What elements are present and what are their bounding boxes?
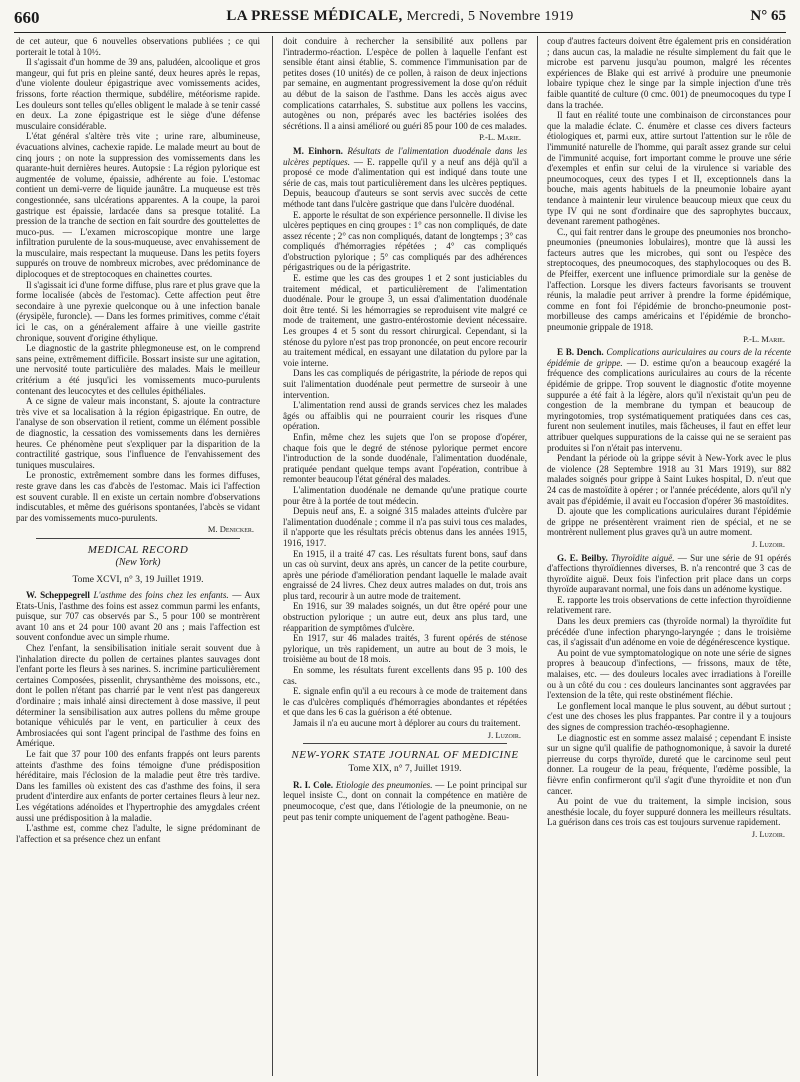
paragraph: Dans les deux premiers cas (thyroïde normal) la thyroïdite fut précédée d'une infection pharyngo-laryngée ; dans le troisième cas, il s'agissait d'un adénome en voie de dégénérescence kystique.: [547, 616, 791, 648]
paragraph: En 1916, sur 39 malades soignés, un dut être opéré pour une obstruction pylorique ; un autre eut, deux ans plus tard, une réapparition de symptômes d'ulcère.: [283, 601, 527, 633]
paragraph: L'alimentation duodénale ne demande qu'une pratique courte pour être à la portée de tout médecin.: [283, 484, 527, 506]
paragraph: Le gonflement local manque le plus souvent, au début surtout ; c'est une des choses les plus frappantes. Par contre il y a toujours des signes de compression trachéo-œsophagienne.: [547, 700, 791, 732]
paragraph: Au point de vue symptomatologique on note une série de signes propres à beaucoup d'infections, — frissons, maux de tête, malaises, etc. — des douleurs locales avec irradiations à l'oreille ou à un côté du cou : ces douleurs lancinantes sont aggravées par l'extension de la tête, qui reste obstinément fléchie.: [547, 647, 791, 701]
paragraph: Le fait que 37 pour 100 des enfants frappés ont leurs parents atteints d'asthme des foins témoigne d'une prédisposition héréditaire, mais l'éclosion de la maladie peut être très tardive. Dans les familles où existent des cas d'asthme des foins, il sera prudent d'interdire aux enfants de porter certaines fleurs à leur nez. Les végétations adénoïdes et l'hypertrophie des amygdales créent aussi une prédisposition à la maladie.: [16, 749, 260, 823]
paragraph: Enfin, même chez les sujets que l'on se propose d'opérer, chaque fois que le degré de sténose pylorique permet encore l'introduction de la sonde duodénale, l'alimentation duodénale, pratiquée pendant quelque temps avant l'opération, contribue à remonter beaucoup l'état général des malades.: [283, 431, 527, 485]
column-divider: [272, 36, 273, 1076]
paragraph: L'asthme est, comme chez l'adulte, le signe prédominant de l'affection et sa présence chez un enfant: [16, 823, 260, 844]
journal-name: LA PRESSE MÉDICALE,: [226, 8, 403, 24]
section-heading: MEDICAL RECORD: [87, 543, 189, 556]
signature: M. Denicker.: [207, 524, 254, 535]
article-title: Etiologie des pneumonies.: [335, 779, 433, 790]
paragraph: L'alimentation rend aussi de grands services chez les malades âgés ou affaiblis qui ne pourraient courir les risques d'une opération.: [283, 400, 527, 432]
article-author: R. I. Cole.: [293, 779, 334, 790]
paragraph: E. estime que les cas des groupes 1 et 2 sont justiciables du traitement médical, et particulièrement de l'alimentation duodénale. Pour le groupe 3, un essai d'alimentation duodénale doit être tenté. Si les hémorragies se reproduisent vite malgré ce mode de traitement, une gastro-entérostomie devient nécessaire. Les groupes 4 et 5 sont du ressort chirurgical. Cependant, si la sténose du pylore n'est pas trop prononcée, on peut encore recourir au traitement médical, en essayant une dilatation du pylore par la voie interne.: [283, 273, 527, 368]
paragraph: Depuis neuf ans, E. a soigné 315 malades atteints d'ulcère par l'alimentation duodénale ; comme il n'a pas suivi tous ces malades, il n'apporte que les résultats précis obtenus dans les années 1915, 1916, 1917.: [283, 506, 527, 548]
page-header: [14, 6, 786, 33]
paragraph: E. signale enfin qu'il a eu recours à ce mode de traitement dans le cas d'ulcères compliqués d'hémorragies abondantes et répétées et que dans les 6 cas la guérison a été obtenue.: [283, 686, 527, 718]
article-paragraph: [16, 590, 260, 643]
paragraph: Il s'agissait d'un homme de 39 ans, paludéen, alcoolique et gros mangeur, qui fut pris en pleine santé, deux heures après le repas, d'une violente douleur épigastrique avec vomissements acides, frissons, forte réaction thermique, subdélire, météorisme rapide. Les douleurs sont telles qu'elles obligent le malade à se tenir cassé en deux. La zone épigastrique est le siège d'une défense musculaire considérable.: [16, 57, 260, 131]
page-number: 660: [14, 8, 40, 27]
article-author: E B. Dench.: [557, 347, 604, 358]
paragraph: Il faut en réalité toute une combinaison de circonstances pour que la maladie éclate. C. énumère et classe ces divers facteurs étiologiques et, parmi eux, attire surtout l'attention sur le rôle de l'immunité naturelle de l'homme, qui paraît assez grande sur celui de l'immunité acquise, fort important comme le prouve une série d'exemples et enfin sur celui de la virulence si variable des pneumocoques, ceux des types I et II, exceptionnels dans la bouche, mais agents habituels de la pneumonie lobaire ayant tendance à maintenir leur virulence beaucoup mieux que ceux du type IV qui ne sont d'ordinaire que des saprophytes buccaux, devenant rarement pathogènes.: [547, 110, 791, 227]
paragraph: coup d'autres facteurs doivent être également pris en considération ; dans aucun cas, la maladie ne résulte simplement du fait que le microbe est parvenu jusqu'au poumon, malgré les récentes expériences de Blake qui est arrivé à produire une pneumonie lobaire typique chez le singe par la simple injection d'une très faible quantité de culture (0 cmc. 001) de pneumocoques du type I dans la trachée.: [547, 36, 791, 110]
paragraph: Le diagnostic est en somme assez malaisé ; cependant E insiste sur un signe qu'il qualifie de pathognomonique, à savoir la dureté pierreuse du corps thyroïde, dureté que le carcinome seul peut donner. La rougeur de la peau, fréquente, l'œdème possible, la fièvre enfin confirmeront qu'il s'agit d'une thyroïdite et non d'un cancer.: [547, 732, 791, 796]
article-author: G. E. Beilby.: [557, 552, 608, 563]
article-title: Résultats de l'alimentation duodénale dans les ulcères peptiques.: [283, 145, 527, 167]
paragraph: E. rapporte les trois observations de cette infection thyroïdienne relativement rare.: [547, 594, 791, 616]
article-text: — Le point principal sur lequel insiste C., dont on connait la compétence en matière de pneumocoque, c'est que, dans l'étiologie de la pneumonie, on ne peut pas tenir compte uniquement de l'agent pathogène. Beau-: [283, 779, 527, 822]
paragraph: L'état général s'altère très vite ; urine rare, albumineuse, évacuations alvines, cachexie rapide. Le malade meurt au bout de cinq jours ; on note la suppression des vomissements dans les quarante-huit dernières heures. Autopsie : La région pylorique est augmentée de volume, épaissie, adhérente au foie. L'estomac contient un demi-verre de liquide jaunâtre. La muqueuse est très congestionnée, sans ulcérations apparentes. A la coupe, la paroi gastrique est épaissie, lardacée dans sa presque totalité. La pression de la tranche de section en fait sourdre des gouttelettes de muco-pus. — L'examen microscopique montre une large infiltration purulente de la sous-muqueuse, avec envahissement de la musculaire, mais respectant la muqueuse. Dans les petits foyers suppurés on trouve de nombreux microbes, avec prédominance de diplocoques et de streptocoques en chainettes courtes.: [16, 131, 260, 280]
article-paragraph: [283, 780, 527, 822]
article-title: Complications auriculaires au cours de la récente épidémie de grippe.: [547, 347, 791, 368]
article-title: L'asthme des foins chez les enfants.: [93, 590, 229, 601]
column-2: [283, 36, 527, 1076]
article-text: — D. estime qu'on a beaucoup exagéré la fréquence des complications auriculaires au cours de la récente épidémie de grippe. Trop souvent le diagnostic d'otite moyenne suppurée a été fait à la légère, alors qu'il n'existait qu'un peu de congestion de la membrane du tympan et beaucoup de myringotomies, trop systématiquement pratiquées dans ces cas, furent non seulement inutiles, mais fâcheuses, il faut en effet leur attribuer quelques suppurations de la caisse qui ne se seraient pas produites si l'on n'était pas intervenu.: [547, 357, 791, 453]
signature: P.-L. Marie.: [743, 333, 785, 344]
paragraph: E. apporte le résultat de son expérience personnelle. Il divise les ulcères peptiques en cinq groupes : 1° cas non compliqués, de date assez récente ; 2° cas non compliqués, datant de longtemps ; 3° cas compliqués d'hémorragies répétées ; 4° cas compliqués d'obstruction pylorique ; 5° cas compliqués par des adhérences périgastriques ou de la périgastrite.: [283, 209, 527, 273]
issue-date: Mercredi, 5 Novembre 1919: [406, 9, 574, 24]
issue-number: N° 65: [750, 8, 786, 24]
article-paragraph: [547, 553, 791, 595]
column-divider: [537, 36, 538, 1076]
paragraph: En somme, les résultats furent excellents dans 95 p. 100 des cas.: [283, 665, 527, 686]
article-title: Thyroïdite aiguë.: [611, 552, 675, 563]
volume-line: Tome XCVI, n° 3, 19 Juillet 1919.: [72, 574, 204, 585]
running-title: [14, 8, 786, 25]
paragraph: Au point de vue du traitement, la simple incision, sous anesthésie locale, du foyer suppuré donnera les meilleurs résultats. La guérison dans ces trois cas est toujours survenue rapidement.: [547, 796, 791, 828]
paragraph: Chez l'enfant, la sensibilisation initiale serait souvent due à l'inhalation directe du pollen de certaines plantes sauvages dont l'enfant porte les fleurs à ses narines. S. incrimine particulièrement certaines Composées, pissenlit, chrysanthème des moissons, etc., dont le pollen n'étant pas charrié par le vent n'est pas dangereux d'ordinaire ; mais inhalé ainsi directement à dose massive, il peut déterminer la sensibilisation aux autres pollens du même groupe botanique véhiculés par le vent, en particulier à ceux des Ambrosiacées qui sont l'agent principal de l'asthme des foins en Amérique.: [16, 643, 260, 749]
paragraph: Le pronostic, extrêmement sombre dans les formes diffuses, reste grave dans les cas d'abcès de l'estomac. Mais ici l'affection est souvent curable. Il en existe un certain nombre d'observations indiscutables, et même des guérisons spontanées, l'abcès se vidant par des vomissements muco-purulents.: [16, 470, 260, 523]
column-1: [16, 36, 260, 1076]
article-author: M. Einhorn.: [293, 145, 343, 156]
section-rule: [36, 538, 240, 539]
article-text: — Aux Etats-Unis, l'asthme des foins est assez commun parmi les enfants, puisque, sur 707 cas observés par S., 5 pour 100 se montrèrent avant 10 ans et 24 pour 100 avant 20 ans ; mais l'affection est souvent confondue avec un simple rhume.: [16, 590, 260, 643]
paragraph: Jamais il n'a eu aucune mort à déplorer au cours du traitement.: [293, 718, 521, 728]
section-heading: NEW-YORK STATE JOURNAL OF MEDICINE: [291, 749, 519, 762]
paragraph: Le diagnostic de la gastrite phlegmoneuse est, on le comprend sans peine, extrêmement difficile. Bossart insiste sur une agitation, une nervosité toute particulière des malades. Mais le meilleur critérium a été jusqu'ici les vomissements muco-purulents contenant des leucocytes et des cellules épithéliales.: [16, 343, 260, 396]
paragraph: En 1917, sur 46 malades traités, 3 furent opérés de sténose pylorique, un très rapidement, un autre au bout de 3 mois, le troisième au bout de 18 mois.: [283, 633, 527, 665]
paragraph: D. ajoute que les complications auriculaires durant l'épidémie de grippe ne présentèrent vraiment rien de spécial, et ne se montrèrent nullement plus graves qu'à un autre moment.: [547, 506, 791, 538]
paragraph: de cet auteur, que 6 nouvelles observations publiées ; ce qui porterait le total à 10½.: [16, 36, 260, 57]
paragraph: doit conduire à rechercher la sensibilité aux pollens par l'intradermo-réaction. L'espèce de pollen à laquelle l'enfant est sensible étant ainsi établie, S. commence l'immunisation par de petites doses (10 unités) de ce pollen, à raison de deux injections par semaine, en augmentant progressivement la dose qu'on réduit au début de la saison de l'asthme. Dans les accès aigus avec complications catarrhales, S. substitue aux pollens les vaccins, autogènes ou non, préparés avec les bactéries isolées des sécrétions. Il a ainsi amélioré ou guéri 85 pour 100 de ces malades.: [283, 36, 527, 131]
signature: J. Luzoir.: [487, 729, 521, 740]
paragraph: Pendant la période où la grippe sévit à New-York avec le plus de violence (28 Septembre 1918 au 31 Mars 1919), sur 882 malades soignés pour grippe à Saint Lukes hospital, D. n'eut que 24 cas de mastoïdite à opérer ; or l'année précédente, alors qu'il n'y avait pas d'épidémie, il avait eu l'occasion d'opérer 36 mastoïdites.: [547, 453, 791, 506]
signature: J. Luzoir.: [751, 828, 785, 839]
paragraph: En 1915, il a traité 47 cas. Les résultats furent bons, sauf dans un cas où survint, deux ans après, un cancer de la petite courbure, après une période d'amélioration pendant laquelle le malade avait engraissé de 24 livres. Chez deux autres malades on dut, trois ans plus tard, recourir à un autre mode de traitement.: [283, 548, 527, 601]
column-3: [547, 36, 791, 1076]
paragraph: Il s'agissait ici d'une forme diffuse, plus rare et plus grave que la forme localisée (abcès de l'estomac). Cette affection peut être secondaire à une pyrexie quelconque ou à une infection banale (érysipèle, furoncle). — Dans les formes primitives, comme c'était ici le cas, on a généralement affaire à une vieille gastrite chronique, souvent d'origine éthylique.: [16, 279, 260, 343]
volume-line: Tome XIX, n° 7, Juillet 1919.: [348, 764, 462, 775]
article-paragraph: [547, 347, 791, 453]
section-city: (New York): [115, 556, 161, 568]
signature: P.-L. Marie.: [479, 132, 521, 143]
article-text: — Sur une série de 91 opérés d'affections thyroïdiennes diverses, B. n'a rencontré que 3 cas de thyroïdite aiguë. Deux fois l'infection prit place dans un corps thyroïde auparavant normal, une fois dans un adénome kystique.: [547, 552, 791, 595]
article-author: W. Scheppegrell: [26, 590, 90, 601]
paragraph: A ce signe de valeur mais inconstant, S. ajoute la contracture très vive et sa localisation à la région épigastrique. En outre, de l'analyse de son observation il retient, comme un élément possible de diagnostic, la cessation des vomissements dans les dernières heures. Ce phénomène peut s'expliquer par la disparition de la contractilité gastrique, sous l'influence de l'envahissement des tuniques musculaires.: [16, 396, 260, 470]
section-rule: [303, 743, 507, 744]
paragraph: Dans les cas compliqués de périgastrite, la période de repos qui suit l'alimentation duodénale peut permettre de surseoir à une intervention.: [283, 368, 527, 400]
signature: J. Luzoir.: [751, 538, 785, 549]
paragraph: C., qui fait rentrer dans le groupe des pneumonies nos broncho-pneumonies (pneumonies lobulaires), montre que là aussi les facteurs autres que les microbes, qui sont ou l'espèce des streptocoques, des pneumocoques, des staphylocoques ou des B. de Pfeiffer, exercent une influence primordiale sur la genèse de l'affection. Lorsque les divers facteurs favorisants se trouvent réunis, la maladie peut arriver à prendre la forme épidémique, comme en font foi l'épidémie de broncho-pneumonie post-morbilleuse des camps américains et l'épidémie de broncho-pneumonie grippale de 1918.: [547, 226, 791, 333]
article-paragraph: [283, 146, 527, 210]
article-text: — E. rappelle qu'il y a neuf ans déjà qu'il a proposé ce mode d'alimentation qui est indiqué dans toute une série de cas, mais tout particulièrement dans les ulcères peptiques. Depuis, beaucoup d'auteurs se sont servis avec succès de cette méthode tant dans l'ulcère gastrique que dans l'ulcère duodénal.: [283, 156, 527, 209]
